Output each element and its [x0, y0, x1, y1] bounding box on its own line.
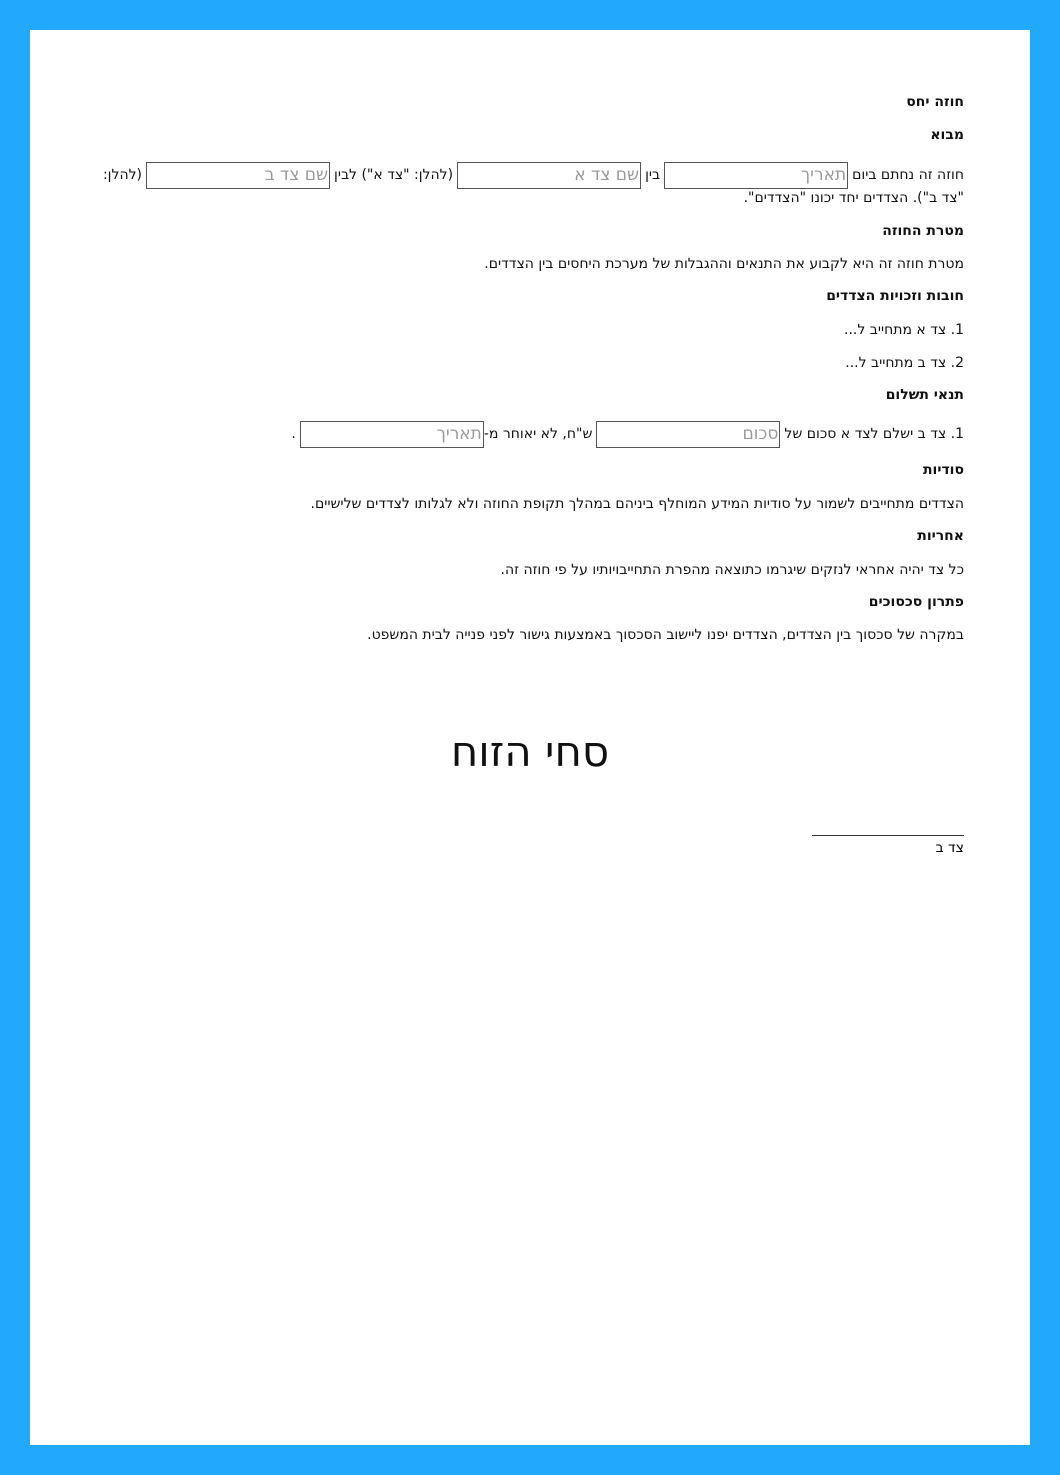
disputes-heading: פתרון סכסוכים	[868, 594, 964, 610]
intro-text-1: חוזה זה נחתם ביום	[852, 167, 964, 183]
disputes-text: במקרה של סכסוך בין הצדדים, הצדדים יפנו ליישוב הסכסוך באמצעות גישור לפני פנייה לבית המשפט.	[367, 627, 964, 643]
obligation-item-1: 1. צד א מתחייב ל...	[844, 322, 964, 338]
purpose-text: מטרת חוזה זה היא לקבוע את התנאים וההגבלות של מערכת היחסים בין הצדדים.	[484, 256, 964, 272]
intro-line	[103, 161, 964, 189]
confidentiality-text: הצדדים מתחייבים לשמור על סודיות המידע המוחלף ביניהם במהלך תקופת החוזה ולא לגלותו לצדדים שלישיים.	[310, 496, 964, 512]
payment-text-3: .	[291, 426, 296, 442]
intro-text-5: "צד ב"). הצדדים יחד יכונו "הצדדים".	[743, 190, 964, 206]
payment-amount-field[interactable]	[596, 421, 780, 448]
contract-title: חוזה יחס	[906, 94, 964, 110]
payment-line	[291, 420, 964, 448]
document-page	[30, 30, 1030, 1445]
intro-text-3: (להלן: "צד א") לבין	[334, 167, 454, 183]
payment-date-field[interactable]	[300, 421, 484, 448]
payment-text-1: 1. צד ב ישלם לצד א סכום של	[784, 426, 964, 442]
obligations-heading: חובות וזכויות הצדדים	[826, 288, 964, 304]
contract-date-field[interactable]	[664, 162, 848, 189]
signature-name: סחי הזוח	[450, 727, 610, 776]
liability-text: כל צד יהיה אחראי לנזקים שיגרמו כתוצאה מהפרת התחייבויותיו על פי חוזה זה.	[500, 562, 964, 578]
purpose-heading: מטרת החוזה	[882, 223, 964, 239]
signature-label: צד ב	[935, 840, 964, 856]
obligation-item-2: 2. צד ב מתחייב ל...	[845, 355, 964, 371]
party-b-name-field[interactable]	[146, 162, 330, 189]
payment-text-2: ש"ח, לא יאוחר מ-	[483, 426, 593, 442]
confidentiality-heading: סודיות	[922, 462, 964, 478]
party-a-name-field[interactable]	[457, 162, 641, 189]
intro-heading: מבוא	[930, 127, 964, 143]
intro-text-2: בין	[645, 167, 661, 183]
liability-heading: אחריות	[917, 528, 964, 544]
signature-line	[812, 835, 964, 836]
payment-heading: תנאי תשלום	[885, 387, 964, 403]
intro-text-4: (להלן:	[102, 167, 143, 183]
